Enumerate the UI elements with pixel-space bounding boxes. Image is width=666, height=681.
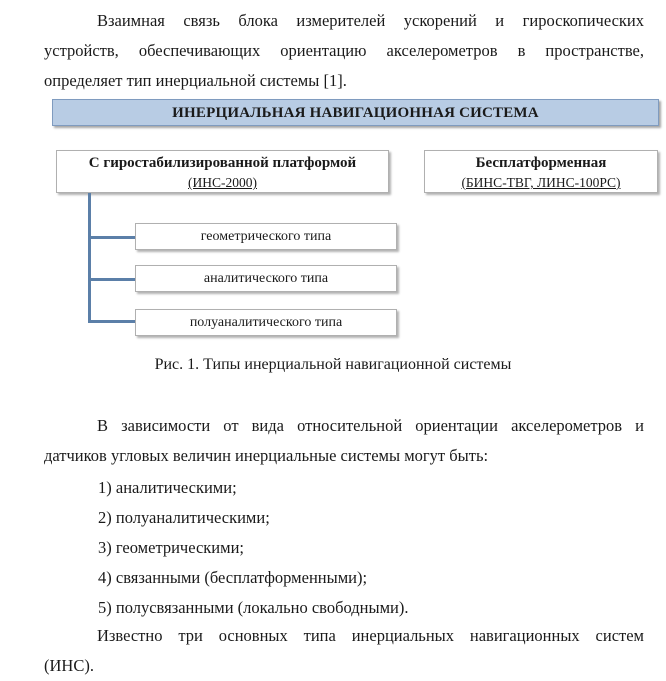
strapdown-box: [424, 150, 658, 193]
gyro-platform-subtitle: (ИНС-2000): [188, 175, 257, 190]
intro-line-3: определяет тип инерциальной системы [1].: [44, 71, 347, 90]
intro-line-2: устройств, обеспечивающих ориентацию акселерометров в пространстве,: [44, 41, 644, 60]
subtype-semianalytic: полуаналитического типа: [135, 309, 397, 336]
subtype-analytic: аналитического типа: [135, 265, 397, 292]
closing-line-1: Известно три основных типа инерциальных навигационных систем: [97, 626, 644, 645]
list-item: 5) полусвязанными (локально свободными).: [98, 598, 409, 617]
gyro-platform-box: [56, 150, 389, 193]
body-line-2: датчиков угловых величин инерциальные системы могут быть:: [44, 446, 489, 465]
list-item: 4) связанными (бесплатформенными);: [98, 568, 368, 587]
list-item: 2) полуаналитическими;: [98, 508, 270, 527]
closing-paragraph: [44, 621, 644, 681]
connector-geometric: [88, 236, 136, 239]
connector-semianalytic: [88, 320, 136, 323]
diagram-header: ИНЕРЦИАЛЬНАЯ НАВИГАЦИОННАЯ СИСТЕМА: [52, 99, 659, 126]
figure-caption: Рис. 1. Типы инерциальной навигационной системы: [154, 356, 512, 373]
list-item: 3) геометрическими;: [98, 538, 244, 557]
body-paragraph: [44, 411, 644, 471]
strapdown-subtitle: (БИНС-ТВГ, ЛИНС-100РС): [461, 175, 621, 190]
connector-analytic: [88, 278, 136, 281]
closing-line-2: (ИНС).: [44, 656, 94, 675]
gyro-platform-title: С гиростабилизированной платформой: [88, 155, 357, 171]
strapdown-title: Бесплатформенная: [475, 155, 607, 171]
body-line-1: В зависимости от вида относительной ориентации акселерометров и: [97, 416, 644, 435]
list-item: 1) аналитическими;: [98, 478, 237, 497]
subtype-geometric: геометрического типа: [135, 223, 397, 250]
vertical-connector: [88, 193, 91, 323]
intro-line-1: Взаимная связь блока измерителей ускорений и гироскопических: [97, 11, 644, 30]
